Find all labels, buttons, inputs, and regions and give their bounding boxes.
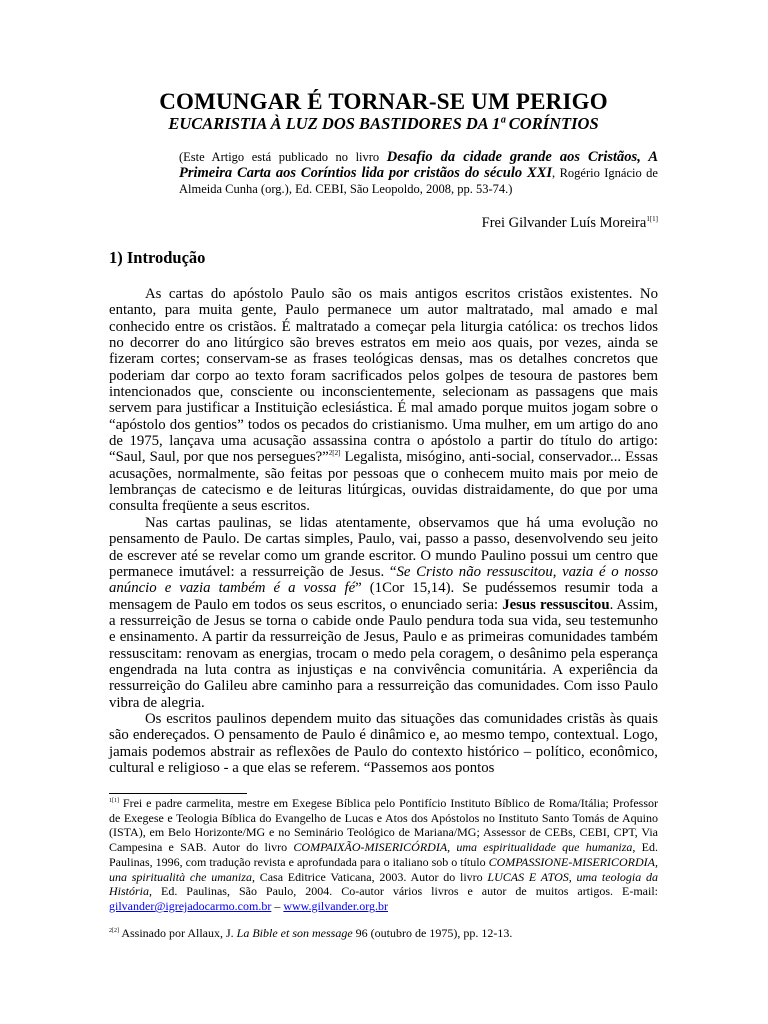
email-link[interactable]: gilvander@igrejadocarmo.com.br — [109, 898, 272, 913]
section-heading: 1) Introdução — [109, 248, 206, 267]
paragraph-2-text-a: Nas cartas paulinas, se lidas atentamente, observamos que há uma evolução no pensamento de Paulo. De cartas simples, Paulo, vai, passo a passo, desenvolvendo seu jeito de escrever até se revelar como um grande escritor. O mundo Paulino possui um centro que permanece imutável: a ressurreição de Jesus. “ — [109, 514, 658, 580]
footnote-2-journal: La Bible et son message — [236, 925, 353, 940]
paragraph-2-text-c: . Assim, a ressurreição de Jesus se torna o cabide onde Paulo pendura toda sua vida, seu testemunho e ensinamento. A partir da ressurreição de Jesus, Paulo e as primeiras comunidades também ressuscitam: renovam as energias, trocam o medo pela coragem, o desânimo pela esperança engendrada na luta contra as injustiças e na convivência comunitária. A experiência da ressurreição do Galileu abre caminho para a ressurreição das comunidades. Com isso Paulo vibra de alegria. — [109, 596, 658, 711]
website-link[interactable]: www.gilvander.org.br — [283, 898, 388, 913]
paragraph-3: Os escritos paulinos dependem muito das situações das comunidades cristãs às quais são endereçados. O pensamento de Paulo é dinâmico e, ao mesmo tempo, contextual. Logo, jamais podemos abstrair as reflexões de Paulo do contexto histórico – político, econômico, cultural e religioso - a que elas se referem. “Passemos aos pontos — [109, 710, 658, 776]
footnote-1 — [109, 796, 658, 914]
paragraph-2-emphasis: Jesus ressuscitou — [502, 596, 610, 613]
paragraph-2-text-b: ” (1Cor 15,14). Se pudéssemos resumir toda a mensagem de Paulo em todos os seus escritos, o enunciado seria: — [109, 580, 658, 613]
footnote-2-marker[interactable]: 2[2] — [109, 927, 119, 934]
document-subtitle: EUCARISTIA À LUZ DOS BASTIDORES DA 1ª CORÍNTIOS — [168, 114, 599, 133]
footnote-1-text-d: , Ed. Paulinas, São Paulo, 2004. Co-autor vários livros e autor de muitos artigos. E-mail: — [149, 884, 658, 899]
publication-note — [179, 149, 658, 197]
paragraph-1 — [109, 286, 658, 515]
author-footnote-ref[interactable]: 1[1] — [646, 215, 658, 223]
footnote-1-book-3: LUCAS E ATOS, uma teologia da História — [109, 869, 658, 899]
footnote-1-text-c: , Casa Editrice Vaticana, 2003. Autor do livro — [251, 869, 488, 884]
body-text — [109, 286, 658, 776]
publication-suffix: , Rogério Ignácio de Almeida Cunha (org.), Ed. CEBI, São Leopoldo, 2008, pp. 53-74.) — [179, 166, 658, 196]
paragraph-1-text-a: As cartas do apóstolo Paulo são os mais antigos escritos cristãos existentes. No entanto, para muita gente, Paulo permanece um autor maltratado, mal amado e mal conhecido entre os cristãos. É maltratado a começar pela liturgia católica: os trechos lidos no decorrer do ano litúrgico são breves estratos em meio aos quais, por vezes, ainda se fizeram cortes; conservam-se as frases teológicas densas, mas os detalhes concretos que poderiam dar corpo ao texto foram sacrificados pelos golpes de tesoura de pastores bem intencionados que, consciente ou inconscientemente, selecionam as passagens que mais servem para justificar a Instituição eclesiástica. É mal amado porque muitos jogam sobre o “apóstolo dos gentios” todos os pecados do cristianismo. Uma mulher, em um artigo do ano de 1975, lançava uma acusação assassina contra o apóstolo a partir do título do artigo: “Saul, Saul, por que nos persegues?” — [109, 286, 658, 466]
footnote-1-separator: – — [271, 898, 284, 913]
publication-prefix: (Este Artigo está publicado no livro — [179, 150, 387, 164]
footnote-ref-2[interactable]: 2[2] — [328, 449, 341, 458]
footnote-1-text-b: , Ed. Paulinas, 1996, com tradução revista e aprofundada para o italiano sob o título — [109, 840, 658, 869]
footnote-2-text-a: Assinado por Allaux, J. — [119, 925, 237, 940]
footnote-1-text-a: Frei e padre carmelita, mestre em Exegese Bíblica pelo Pontifício Instituto Bíblico de Roma/Itália; Professor de Exegese e Teologia Bíblica do Evangelho de Lucas e Atos dos Apóstolos no Instituto Santo Tomás de Aquino (ISTA), em Belo Horizonte/MG e no Seminário Teológico de Mariana/MG; Assessor de CEBs, CEBI, CPT, Via Campesina e SAB. Autor do livro — [109, 796, 658, 855]
footnotes — [109, 796, 658, 952]
footnote-1-book-1: COMPAIXÃO-MISERICÓRDIA, uma espiritualidade que humaniza — [293, 840, 633, 855]
author-line — [482, 214, 658, 232]
paragraph-1-text-b: Legalista, misógino, anti-social, conservador... Essas acusações, normalmente, são feitas por pessoas que o conhecem muito mais por meio de lembranças de catecismo e de leituras litúrgicas, ouvidas distraidamente, do que por uma consulta freqüente a seus escritos. — [109, 449, 659, 515]
document-title: COMUNGAR É TORNAR-SE UM PERIGO — [159, 89, 608, 114]
footnote-separator — [109, 793, 247, 794]
author-name: Frei Gilvander Luís Moreira — [481, 215, 647, 231]
publication-book-title: Desafio da cidade grande aos Cristãos, A Primeira Carta aos Coríntios lida por cristãos do século XXI — [179, 149, 659, 181]
footnote-2-text-b: 96 (outubro de 1975), pp. 12-13. — [352, 925, 513, 940]
footnote-1-marker[interactable]: 1[1] — [109, 798, 119, 804]
footnote-2 — [109, 926, 658, 941]
footnote-1-book-2: COMPASSIONE-MISERICORDIA, una spiritualità che umaniza — [109, 854, 658, 884]
paragraph-2 — [109, 515, 658, 711]
paragraph-2-quote: Se Cristo não ressuscitou, vazia é o nosso anúncio e vazia também é a vossa fé — [109, 563, 659, 597]
